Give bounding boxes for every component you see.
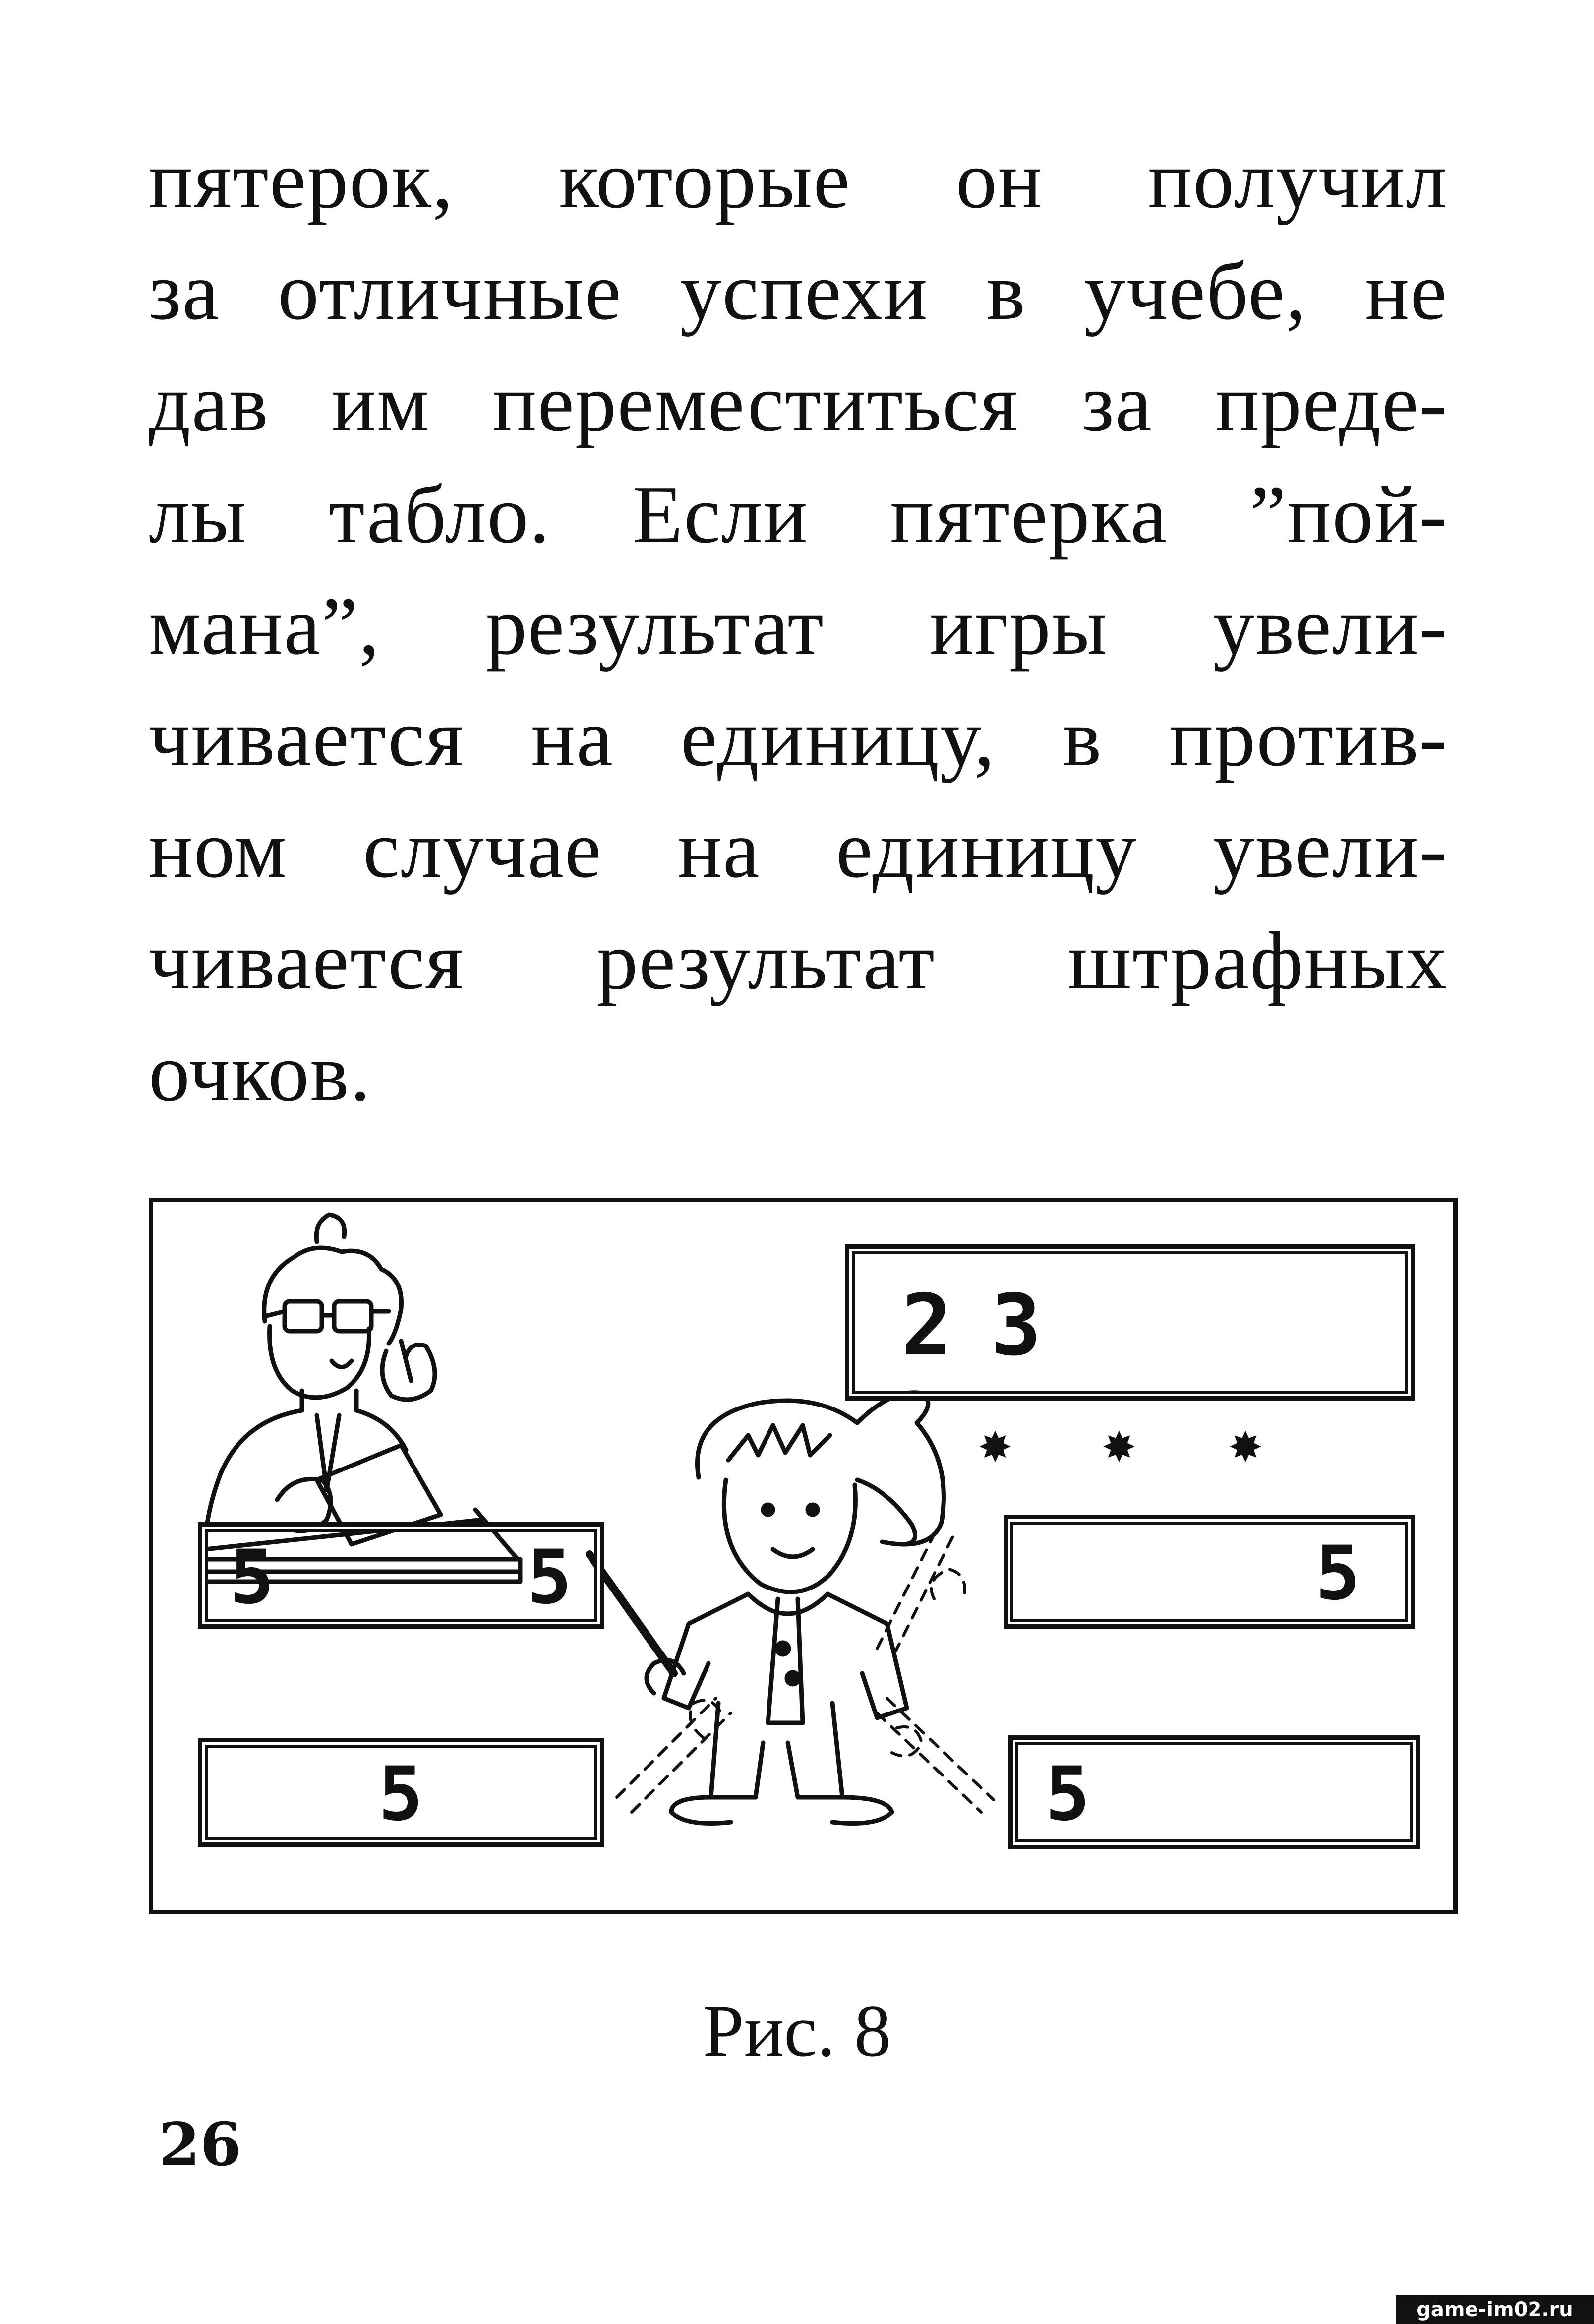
text-line: ном случае на единицу увели- xyxy=(149,803,1448,895)
star-icon: ✸ xyxy=(979,1411,1012,1474)
text-line: за отличные успехи в учебе, не xyxy=(149,245,1448,337)
display-lower-left xyxy=(198,1738,604,1847)
display-digit: 5 xyxy=(1315,1530,1360,1617)
star-icon: ✸ xyxy=(1103,1411,1136,1474)
text-line: очков. xyxy=(149,1027,372,1118)
watermark: game-im02.ru xyxy=(1396,2295,1594,2324)
text-line: дав им переместиться за преде- xyxy=(149,357,1448,448)
figure-caption: Рис. 8 xyxy=(703,1990,891,2072)
display-upper-right xyxy=(1004,1515,1415,1629)
body-text xyxy=(149,124,1448,1128)
text-line: мана”, результат игры увели- xyxy=(149,580,1448,672)
game-figure xyxy=(149,1198,1458,1914)
score-counter xyxy=(845,1244,1415,1401)
display-digit: 5 xyxy=(378,1751,423,1837)
text-line: чивается результат штрафных xyxy=(149,915,1448,1006)
display-upper-left xyxy=(198,1522,604,1629)
boy-icon xyxy=(590,1393,944,1824)
page-number: 26 xyxy=(159,2110,241,2180)
text-line: чивается на единицу, в против- xyxy=(149,692,1448,783)
score-digit: 2 xyxy=(901,1277,952,1375)
display-digit: 5 xyxy=(527,1534,572,1621)
score-digit: 3 xyxy=(991,1277,1042,1375)
display-lower-right xyxy=(1008,1735,1420,1849)
text-line: лы табло. Если пятерка ”пой- xyxy=(149,469,1448,560)
display-digit: 5 xyxy=(1045,1751,1090,1837)
star-icon: ✸ xyxy=(1229,1411,1262,1474)
display-digit: 5 xyxy=(230,1534,275,1621)
text-line: пятерок, которые он получил xyxy=(149,134,1448,225)
